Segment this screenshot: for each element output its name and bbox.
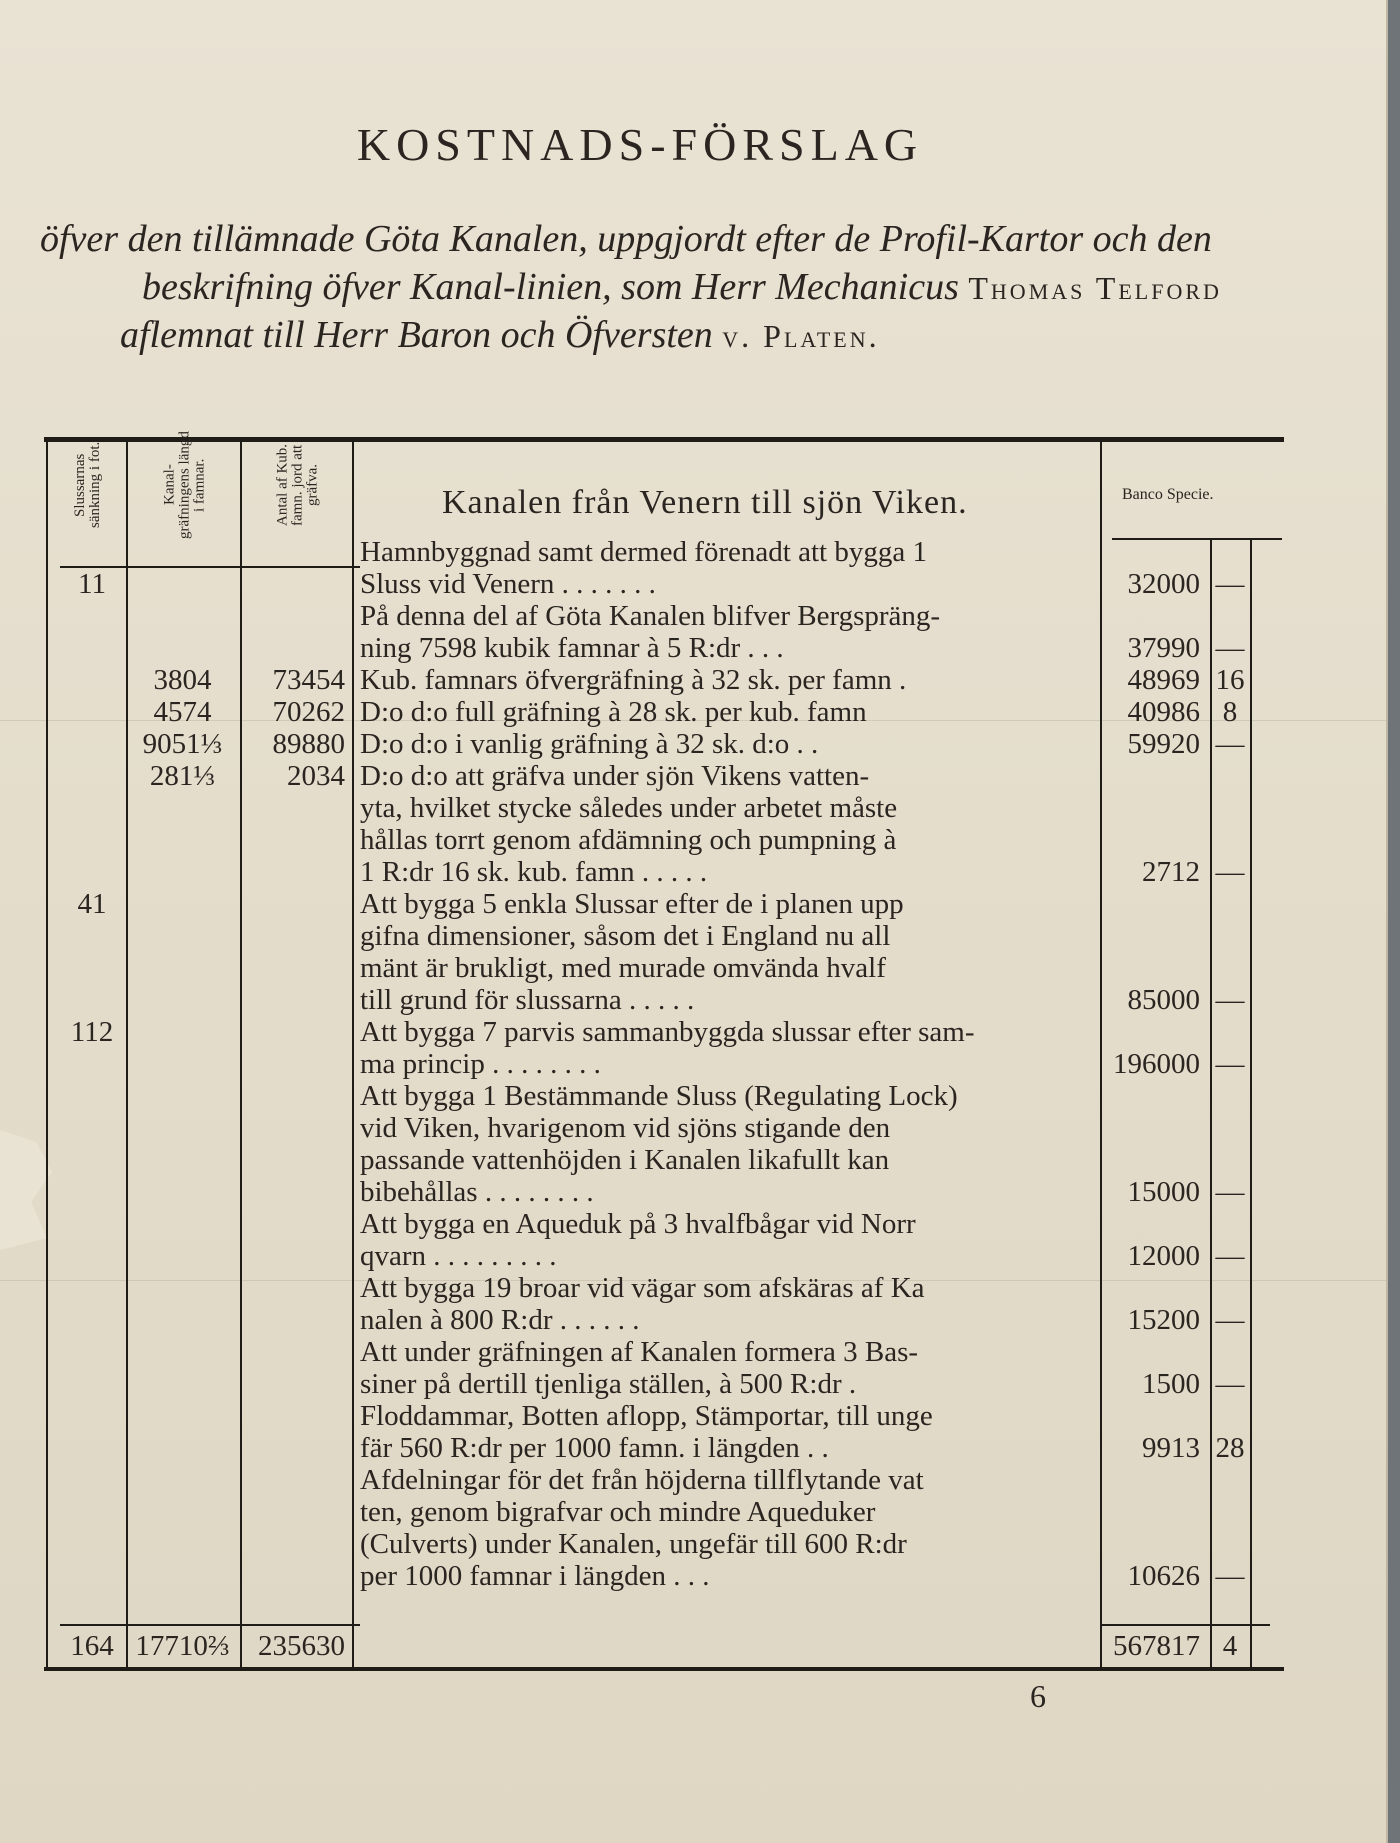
table-row [0,856,1386,888]
table-row [0,1400,1386,1432]
table-row [0,1240,1386,1272]
riksdaler-cell: 12000 [1127,1240,1200,1272]
total-skilling: 4 [1222,1630,1238,1662]
table-row [0,1208,1386,1240]
description-cell: D:o d:o att gräfva under sjön Vikens vatten- [360,760,870,792]
riksdaler-cell: 2712 [1142,856,1200,888]
description-cell: till grund för slussarna . . . . . [360,984,695,1016]
table-row [0,696,1386,728]
table-row [0,984,1386,1016]
table-row [0,664,1386,696]
subtitle-line-3 [120,316,1380,354]
skilling-cell: 8 [1222,696,1238,728]
recipient-name: v. Platen. [722,318,880,354]
description-cell: På denna del af Göta Kanalen blifver Bergspräng- [360,600,941,632]
description-cell: Att bygga en Aqueduk på 3 hvalfbågar vid Norr [360,1208,916,1240]
total-kubik: 235630 [258,1630,345,1662]
riksdaler-cell: 15000 [1127,1176,1200,1208]
table-row [0,1112,1386,1144]
description-cell: Hamnbyggnad samt dermed förenadt att bygga 1 [360,536,927,568]
table-row [0,760,1386,792]
table-row [0,952,1386,984]
description-cell: passande vattenhöjden i Kanalen likafullt kan [360,1144,890,1176]
table-row [0,1048,1386,1080]
subtitle-line-3-text: aflemnat till Herr Baron och Öfversten [120,314,713,356]
langd-cell: 9051⅓ [142,728,223,760]
table-row [0,1464,1386,1496]
table-row [0,1016,1386,1048]
skilling-cell: — [1215,1304,1245,1336]
description-cell: Floddammar, Botten aflopp, Stämportar, till unge [360,1400,933,1432]
table-row [0,1528,1386,1560]
kubik-cell: 73454 [272,664,345,696]
riksdaler-cell: 15200 [1127,1304,1200,1336]
description-cell: 1 R:dr 16 sk. kub. famn . . . . . [360,856,708,888]
table-row [0,920,1386,952]
langd-cell: 4574 [153,696,212,728]
description-cell: gifna dimensioner, såsom det i England nu all [360,920,891,952]
riksdaler-cell: 40986 [1127,696,1200,728]
langd-cell: 3804 [153,664,212,696]
total-langd: 17710⅔ [135,1630,230,1662]
subtitle-line-2 [142,268,1400,306]
table-row [0,1336,1386,1368]
column-header-sankning: Slussarnas sänkning i fot. [72,441,103,529]
riksdaler-cell: 32000 [1127,568,1200,600]
page-title: KOSTNADS-FÖRSLAG [356,119,924,170]
table-row [0,1304,1386,1336]
description-cell: vid Viken, hvarigenom vid sjöns stigande den [360,1112,891,1144]
total-rule-right [1100,1624,1270,1626]
description-cell: mänt är brukligt, med murade omvända hvalf [360,952,886,984]
table-row [0,1144,1386,1176]
author-name: Thomas Telford [968,270,1222,306]
description-cell: yta, hvilket stycke således under arbetet måste [360,792,898,824]
table-row [0,1176,1386,1208]
skilling-cell: 28 [1215,1432,1245,1464]
description-cell: D:o d:o full gräfning à 28 sk. per kub. famn [360,696,867,728]
table-top-rule [44,437,1284,442]
table-row [0,728,1386,760]
table-row [0,536,1386,568]
subtitle-line-2-text: beskrifning öfver Kanal-linien, som Herr Mechanicus [142,266,959,308]
kubik-cell: 89880 [272,728,345,760]
sankning-cell: 112 [70,1016,114,1048]
riksdaler-cell: 1500 [1142,1368,1200,1400]
page-number: 6 [1030,1678,1046,1714]
skilling-cell: — [1215,856,1245,888]
kubik-cell: 2034 [287,760,345,792]
skilling-cell: — [1215,1368,1245,1400]
table-row [0,824,1386,856]
skilling-cell: — [1215,728,1245,760]
riksdaler-cell: 48969 [1127,664,1200,696]
table-row [0,1368,1386,1400]
skilling-cell: — [1215,984,1245,1016]
riksdaler-cell: 9913 [1142,1432,1200,1464]
skilling-cell: — [1215,568,1245,600]
description-cell: Att bygga 1 Bestämmande Sluss (Regulating Lock) [360,1080,958,1112]
riksdaler-cell: 37990 [1127,632,1200,664]
total-rule-left [60,1624,360,1626]
description-cell: (Culverts) under Kanalen, ungefär till 600 R:dr [360,1528,907,1560]
description-cell: ning 7598 kubik famnar à 5 R:dr . . . [360,632,784,664]
description-cell: hållas torrt genom afdämning och pumpning à [360,824,897,856]
column-header-kubik: Antal af Kub. famn. jord att gräfva. [274,443,321,527]
table-row [0,792,1386,824]
subtitle-line-1: öfver den tillämnade Göta Kanalen, uppgjordt efter de Profil-Kartor och den [40,218,1212,260]
description-cell: Att bygga 19 broar vid vägar som afskäras af Ka [360,1272,925,1304]
riksdaler-cell: 10626 [1127,1560,1200,1592]
table-row [0,1272,1386,1304]
riksdaler-cell: 59920 [1127,728,1200,760]
description-cell: Att under gräfningen af Kanalen formera 3 Bas- [360,1336,919,1368]
description-cell: nalen à 800 R:dr . . . . . . [360,1304,640,1336]
skilling-cell: — [1215,1240,1245,1272]
skilling-cell: — [1215,632,1245,664]
description-cell: ten, genom bigrafvar och mindre Aqueduker [360,1496,876,1528]
description-cell: D:o d:o i vanlig gräfning à 32 sk. d:o . . [360,728,819,760]
table-row [0,1080,1386,1112]
table-row [0,600,1386,632]
table-row [0,632,1386,664]
skilling-cell: — [1215,1560,1245,1592]
skilling-cell: — [1215,1176,1245,1208]
description-cell: bibehållas . . . . . . . . [360,1176,594,1208]
table-row [0,888,1386,920]
section-heading: Kanalen från Venern till sjön Viken. [442,484,968,521]
table-row [0,1560,1386,1592]
description-cell: Sluss vid Venern . . . . . . . [360,568,656,600]
sankning-cell: 41 [77,888,107,920]
total-riksdaler: 567817 [1113,1630,1200,1662]
description-cell: per 1000 famnar i längden . . . [360,1560,710,1592]
table-row [0,568,1386,600]
skilling-cell: 16 [1215,664,1245,696]
description-cell: siner på dertill tjenliga ställen, à 500 R:dr . [360,1368,857,1400]
table-row [0,1432,1386,1464]
table-row [0,1496,1386,1528]
description-cell: Att bygga 7 parvis sammanbyggda slussar efter sam- [360,1016,975,1048]
riksdaler-cell: 196000 [1113,1048,1200,1080]
description-cell: Att bygga 5 enkla Slussar efter de i planen upp [360,888,904,920]
description-cell: qvarn . . . . . . . . . [360,1240,557,1272]
description-cell: fär 560 R:dr per 1000 famn. i längden . . [360,1432,829,1464]
total-sankning: 164 [70,1630,114,1662]
table-bottom-rule [44,1667,1284,1671]
sankning-cell: 11 [78,568,106,600]
skilling-cell: — [1215,1048,1245,1080]
description-cell: Afdelningar för det från höjderna tillflytande vat [360,1464,924,1496]
riksdaler-cell: 85000 [1127,984,1200,1016]
langd-cell: 281⅓ [149,760,216,792]
column-header-langd: Kanal-gräfningens längd i famnar. [161,431,208,539]
description-cell: Kub. famnars öfvergräfning à 32 sk. per famn . [360,664,907,696]
kubik-cell: 70262 [272,696,345,728]
banco-header: Banco Specie. [1122,486,1214,503]
description-cell: ma princip . . . . . . . . [360,1048,601,1080]
